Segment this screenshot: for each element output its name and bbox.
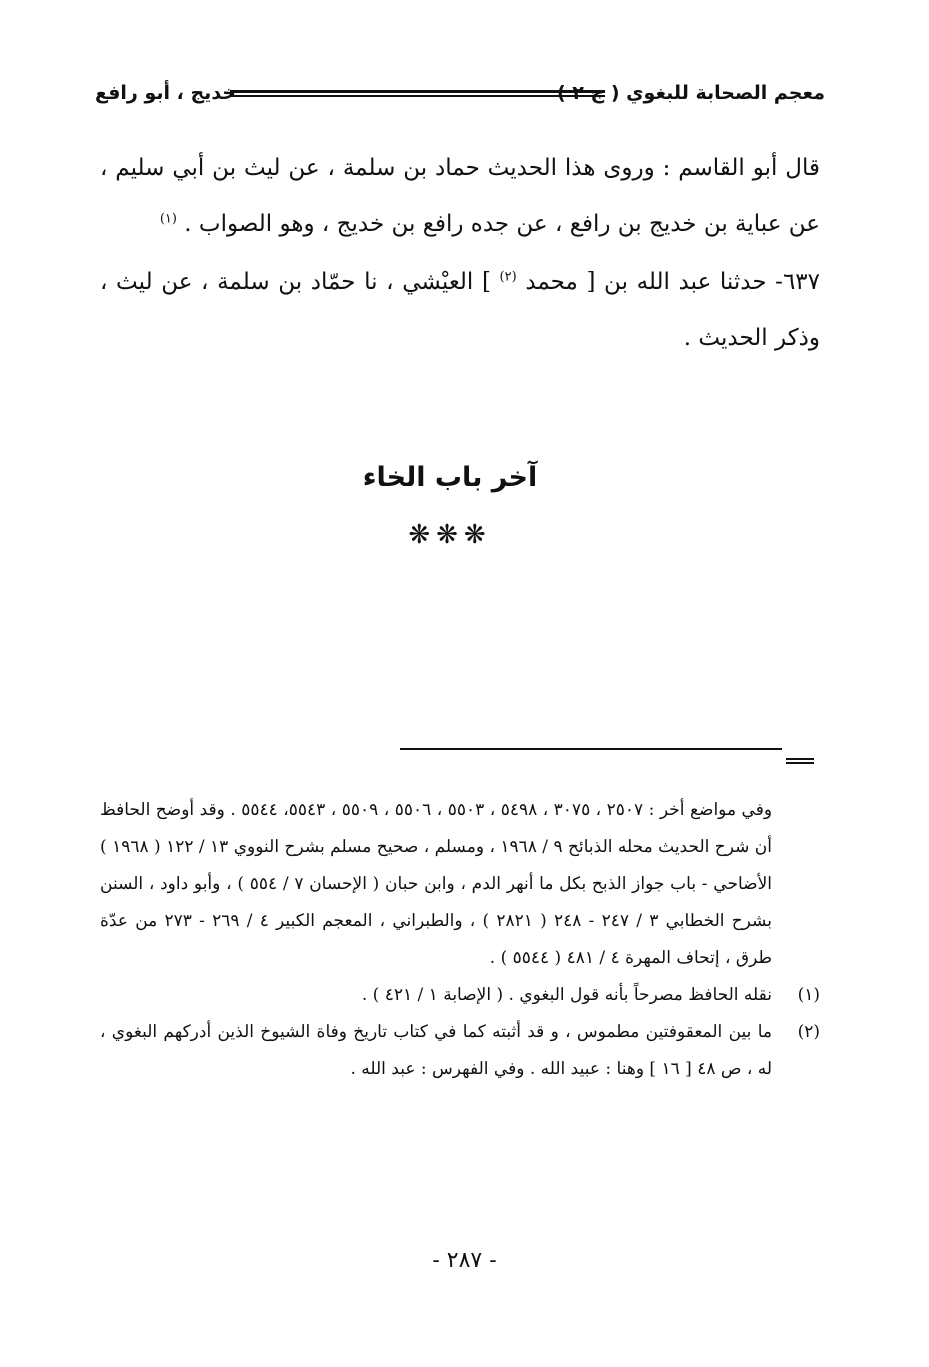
footnote-text: ما بين المعقوفتين مطموس ، و قد أثبته كما في كتاب تاريخ وفاة الشيوخ الذين أدركهم البغوي ، له ، ص ٤٨ [ ١٦ ] وهنا : عبيد الله . وفي الفهرس : عبد الله . [100,1022,772,1079]
page-number: - ٢٨٧ - [432,1248,497,1273]
running-header [95,80,825,110]
footnote-number: (٢) [797,1022,820,1042]
footnote-text: نقله الحافظ مصرحاً بأنه قول البغوي . ( الإصابة ١ / ٤٢١ ) . [361,985,772,1005]
header-book-title: معجم الصحابة للبغوي ( ج ٢ ) [556,82,825,104]
ornament-stars: ❋❋❋ [408,520,492,550]
paragraph [100,140,820,252]
footnote-number: (١) [797,985,820,1005]
footnote-reference: (١) [159,211,177,227]
section-end-title: آخر باب الخاء [362,462,538,493]
paragraph-text: ٦٣٧- حدثنا عبد الله بن [ محمد [525,269,821,295]
footnote-reference: (٢) [499,269,517,285]
header-rule [230,90,605,97]
main-text [100,140,820,366]
footnote-continuation: وفي مواضع أخر : ٢٥٠٧ ، ٣٠٧٥ ، ٥٤٩٨ ، ٥٥٠٣ ، ٥٥٠٦ ، ٥٥٠٩ ، ٥٥٤٣، ٥٥٤٤ . وقد أوضح الحافظ أن شرح الحديث محله الذبائح ٩ / ١٩٦٨ ، ومسلم ، صحيح مسلم بشرح النووي ١٣ / ١٢٢ ( ١٩٦٨ ) الأضاحي - باب جواز الذبح بكل ما أنهر الدم ، وابن حبان ( الإحسان ٧ / ٥٥٤ ) ، وأبو داود ، السنن بشرح الخطابي ٣ / ٢٤٧ - ٢٤٨ ( ٢٨٢١ ) ، والطبراني ، المعجم الكبير ٤ / ٢٦٩ - ٢٧٣ من عدّة طرق ، إتحاف المهرة ٤ / ٤٨١ ( ٥٥٤٤ ) . [100,800,773,968]
footnote-item [100,977,820,1014]
footnote-item [100,1014,820,1088]
paragraph-text: ] العيْشي ، نا حمّاد بن سلمة ، عن ليث ، وذكر الحديث . [100,269,820,351]
footnotes [100,792,820,1088]
header-section-names: خديج ، أبو رافع [95,82,236,104]
footnote-marker [786,758,814,764]
footnote-separator [400,748,782,750]
hadith-entry [100,254,820,366]
paragraph-text: قال أبو القاسم : وروى هذا الحديث حماد بن سلمة ، عن ليث بن أبي سليم ، عن عباية بن خديج بن رافع ، عن جده رافع بن خديج ، وهو الصواب . [100,155,820,237]
